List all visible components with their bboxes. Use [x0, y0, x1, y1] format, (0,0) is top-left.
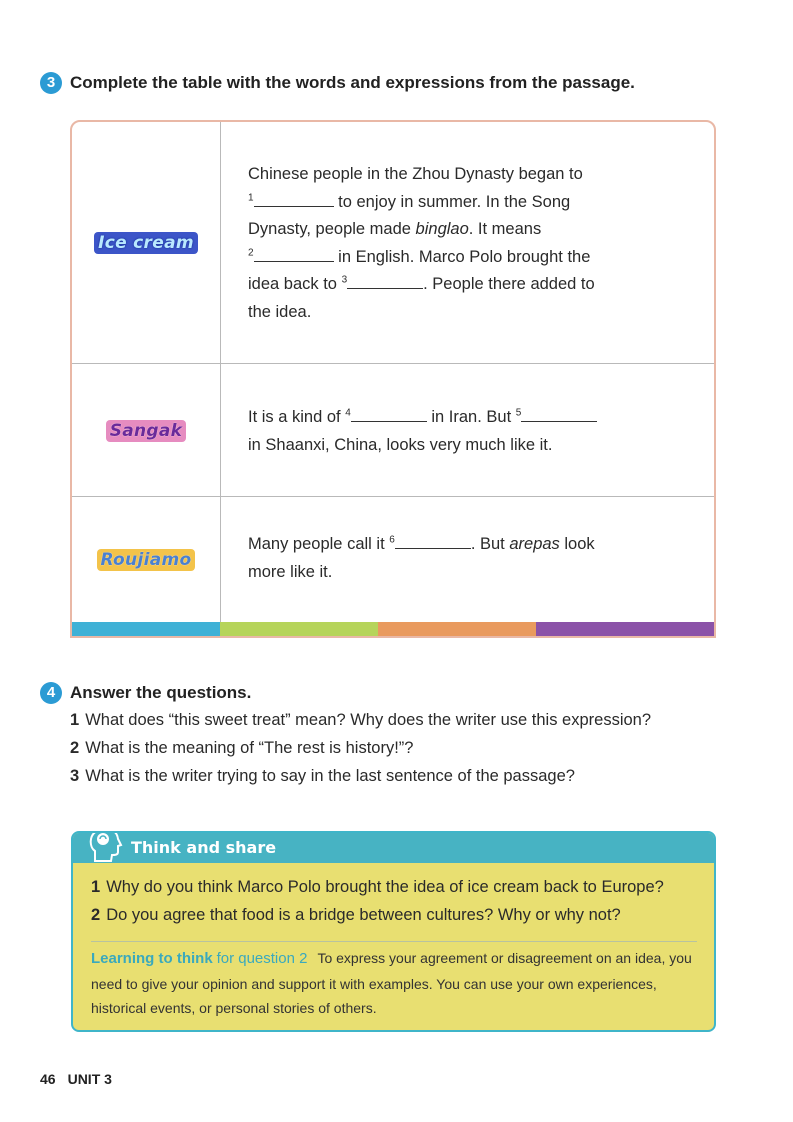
- question-item: 3 What is the writer trying to say in the last sentence of the passage?: [70, 767, 575, 785]
- answer-blank[interactable]: [521, 404, 597, 422]
- row-label-cell: [72, 364, 220, 497]
- thinking-head-icon: [87, 831, 123, 865]
- vocabulary-table: [70, 120, 716, 638]
- page-number: 46: [40, 1071, 56, 1087]
- question-item: 2 What is the meaning of “The rest is history!”?: [70, 739, 414, 757]
- think-question: 2 Do you agree that food is a bridge between cultures? Why or why not?: [91, 906, 621, 924]
- section-heading: Answer the questions.: [70, 683, 252, 702]
- blank-number: 4: [345, 407, 351, 419]
- text-line: the idea.: [248, 302, 312, 321]
- text-line: idea back to $^3$ . People there added to: [248, 271, 648, 299]
- blank-number: 5: [515, 407, 522, 419]
- answer-blank[interactable]: [395, 531, 471, 549]
- section-number-badge: 4: [40, 682, 62, 704]
- row-text: [248, 531, 648, 586]
- answer-blank[interactable]: [254, 244, 334, 262]
- color-bar-segment: [72, 622, 220, 638]
- row-label-cell: [72, 122, 220, 364]
- sangak-word-art: Sangak: [106, 420, 187, 442]
- question-item: 1 What does “this sweet treat” mean? Why does the writer use this expression?: [70, 711, 652, 729]
- text-line: Chinese people in the Zhou Dynasty began to: [248, 165, 583, 183]
- row-text: [248, 404, 648, 459]
- text-line: $^1$ to enjoy in summer. In the Song: [248, 189, 648, 217]
- text-line: Many people call it $^6$ . But arepas look: [248, 531, 648, 559]
- text-line: It is a kind of $^4$ in Iran. But $^5$: [248, 404, 648, 432]
- section-number-badge: 3: [40, 72, 62, 94]
- section-heading: Complete the table with the words and expressions from the passage.: [70, 73, 635, 92]
- row-label-cell: [72, 497, 220, 622]
- think-question: 1 Why do you think Marco Polo brought the idea of ice cream back to Europe?: [91, 878, 664, 896]
- color-bar-segment: [378, 622, 536, 638]
- blank-number: 3: [341, 274, 348, 286]
- text-line: in Shaanxi, China, looks very much like it.: [248, 435, 553, 454]
- think-and-share-box: [71, 831, 716, 1032]
- text-line: Dynasty, people made binglao. It means: [248, 220, 542, 238]
- blank-number: 1: [248, 192, 254, 203]
- color-bar-segment: [536, 622, 714, 638]
- answer-blank[interactable]: [347, 271, 423, 289]
- answer-blank[interactable]: [351, 404, 427, 422]
- unit-label: UNIT 3: [67, 1071, 112, 1087]
- blank-number: 2: [248, 247, 254, 258]
- page-footer: [40, 1071, 112, 1087]
- answer-blank[interactable]: [254, 189, 334, 207]
- color-bar-segment: [220, 622, 378, 638]
- text-line: more like it.: [248, 562, 333, 581]
- ice-cream-word-art: Ice cream: [94, 232, 198, 254]
- divider: [91, 941, 697, 942]
- think-title: Think and share: [131, 838, 277, 857]
- learning-to-think-tip: Learning to think for question 2 To express your agreement or disagreement on an idea, you need to give your opinion and support it with examples. You can use your own experiences, historical events, or personal stories of others.: [91, 950, 692, 1016]
- blank-number: 6: [389, 534, 395, 546]
- row-text: [248, 161, 648, 326]
- text-line: $^2$ in English. Marco Polo brought the: [248, 244, 648, 272]
- roujiamo-word-art: Roujiamo: [97, 549, 196, 571]
